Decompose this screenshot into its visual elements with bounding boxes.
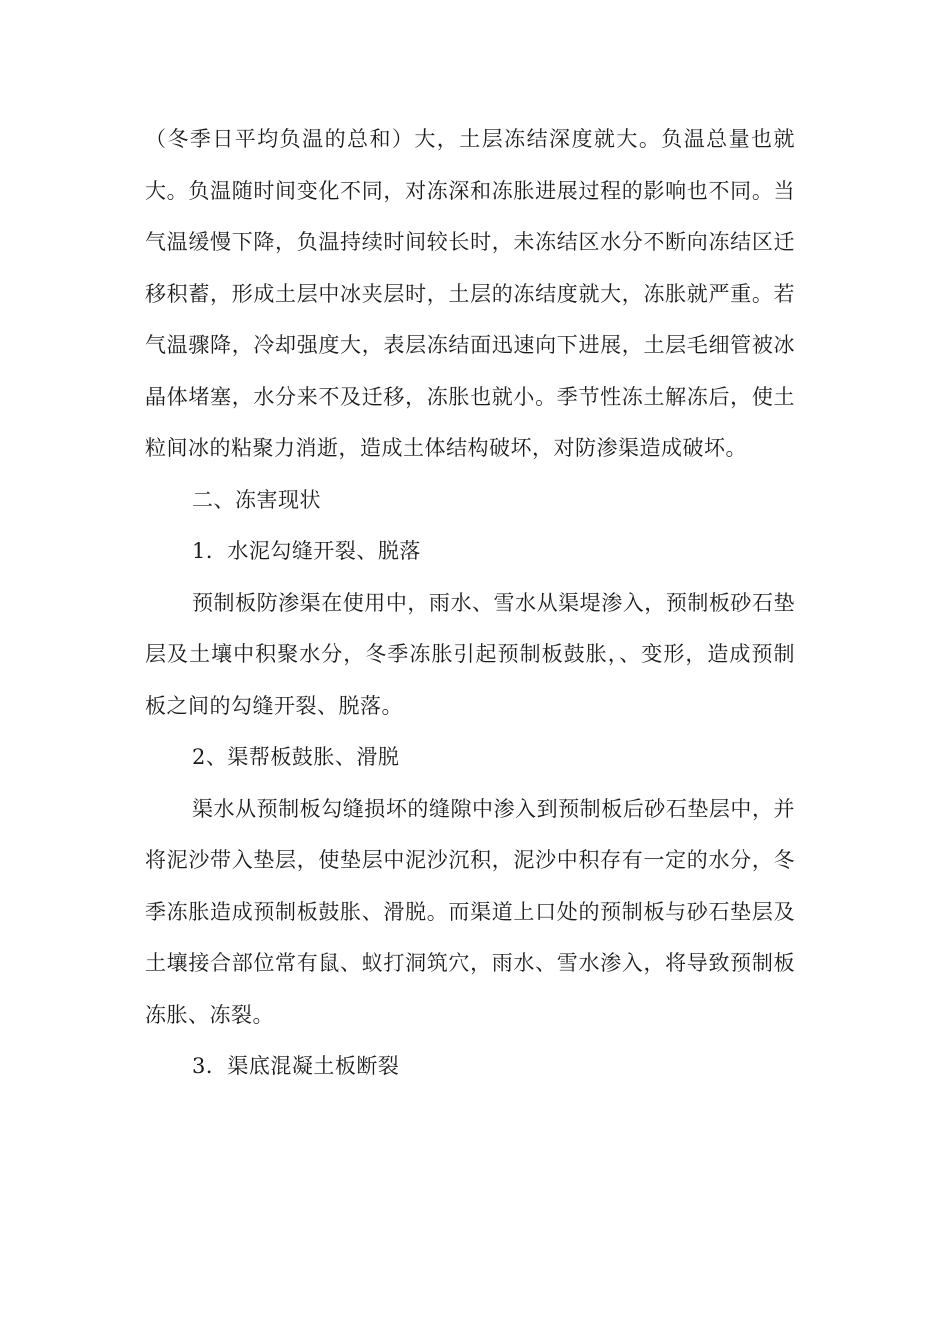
body-paragraph: 预制板防渗渠在使用中，雨水、雪水从渠堤渗入，预制板砂石垫层及土壤中积聚水分，冬季冻胀引起预制板鼓胀，、变形，造成预制板之间的勾缝开裂、脱落。 — [145, 590, 795, 718]
section-heading: 二、冻害现状 — [192, 487, 321, 512]
body-paragraph: 渠水从预制板勾缝损坏的缝隙中渗入到预制板后砂石垫层中，并将泥沙带入垫层，使垫层中泥沙沉积，泥沙中积存有一定的水分，冬季冻胀造成预制板鼓胀、滑脱。而渠道上口处的预制板与砂石垫层及土壤接合部位常有鼠、蚁打洞筑穴，雨水、雪水渗入，将导致预制板冻胀、冻裂。 — [145, 796, 795, 1027]
document-body — [145, 114, 795, 1093]
subsection-heading: 2、渠帮板鼓胀、滑脱 — [192, 745, 400, 769]
subsection-heading: 1．水泥勾缝开裂、脱落 — [192, 539, 421, 563]
body-paragraph: （冬季日平均负温的总和）大，土层冻结深度就大。负温总量也就大。负温随时间变化不同，对冻深和冻胀进展过程的影响也不同。当气温缓慢下降，负温持续时间较长时，未冻结区水分不断向冻结区迁移积蓄，形成土层中冰夹层时，土层的冻结度就大，冻胀就严重。若气温骤降，冷却强度大，表层冻结面迅速向下进展，土层毛细管被冰晶体堵塞，水分来不及迁移，冻胀也就小。季节性冻土解冻后，使土粒间冰的粘聚力消逝，造成土体结构破坏，对防渗渠造成破坏。 — [145, 127, 795, 460]
subsection-heading: 3．渠底混凝土板断裂 — [192, 1054, 400, 1078]
